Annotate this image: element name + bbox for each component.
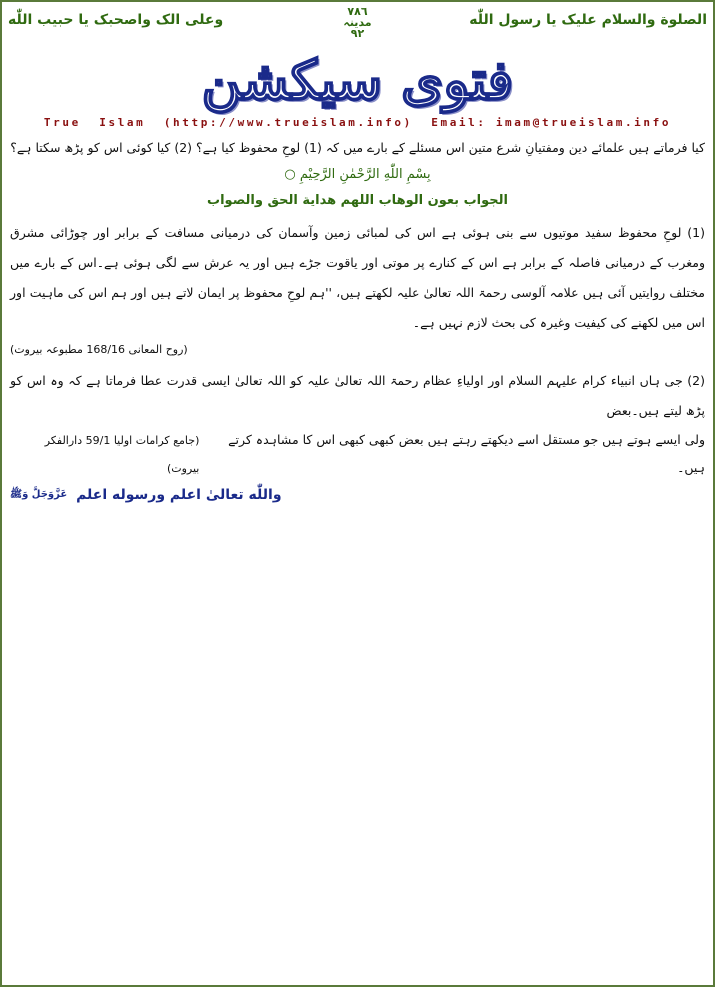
page-title: فتوی سیکشن	[201, 48, 514, 112]
jawab-heading: الجواب بعون الوهاب اللهم هداية الحق والصواب	[207, 193, 508, 208]
fatwa-body	[10, 136, 705, 507]
center-number-top: ٧٨٦	[347, 5, 368, 18]
question-text: کیا فرماتے ہیں علمائے دین ومفتیانِ شرع متین اس مسئلے کے بارے میں کہ (1) لوحِ محفوظ کیا ہے؟ (2) کیا کوئی اس کو پڑھ سکتا ہے؟	[10, 140, 705, 155]
center-madina: مدینہ	[343, 16, 372, 29]
salutation-left: وعلى الک واصحبک يا حبيب اللّٰه	[8, 12, 224, 28]
salutation-right: الصلوة والسلام عليک يا رسول اللّٰه	[469, 12, 707, 28]
answer-2: (2) جی ہاں انبیاء کرام علیہم السلام اور اولیاءِ عظام رحمۃ اللہ تعالیٰ علیہ کو اللہ تعالیٰ ایسی قدرت عطا فرماتا ہے کہ وہ اس کو پڑھ لیتے ہیں۔بعض	[10, 373, 705, 418]
center-number-bottom: ٩٢	[350, 27, 365, 40]
closing-line	[10, 483, 705, 507]
honorific-mark: عَزَّوَجَلَّ وَﷺ	[10, 489, 68, 500]
header	[2, 5, 713, 46]
answer-2-last-line	[10, 426, 705, 483]
answer-1: (1) لوحِ محفوظ سفید موتیوں سے بنی ہوئی ہے اس کی لمبائی زمین وآسمان کی درمیانی مسافت کے برابر اور چوڑائی مشرق ومغرب کے درمیانی فاصلہ کے برابر ہے اس کے کنارے پر موتی اور یاقوت جڑے ہیں اور یہ عرش سے لگی ہوئی ہے۔اس کے بارے میں مختلف روایتیں آئی ہیں علامہ آلوسی رحمۃ اللہ تعالیٰ علیہ لکھتے ہیں، ''ہم لوحِ محفوظ پر ایمان لاتے ہیں اور ہم اس کی ماہیت اور اس میں لکھنے کی کیفیت وغیرہ کی بحث لازم نہیں ہے۔	[10, 225, 705, 330]
reference-1: (روح المعانی 168/16 مطبوعہ بیروت)	[10, 343, 188, 356]
reference-1-wrap	[10, 338, 705, 362]
closing-text: واللّٰه تعالىٰ اعلم ورسوله اعلم	[76, 487, 282, 503]
bismillah: بِسْمِ اللّٰهِ الرَّحْمٰنِ الرَّحِیْمِ ○	[284, 167, 431, 182]
reference-2: (جامع کرامات اولیا 59/1 دارالفکر بیروت)	[44, 434, 200, 475]
answer-2-ending: ولی ایسے ہوتے ہیں جو مستقل اسے دیکھتے رہتے ہیں بعض کبھی کبھی اس کا مشاہدہ کرتے ہیں۔	[228, 432, 705, 475]
contact-line: True Islam (http://www.trueislam.info) Email: imam@trueislam.info	[43, 116, 672, 129]
